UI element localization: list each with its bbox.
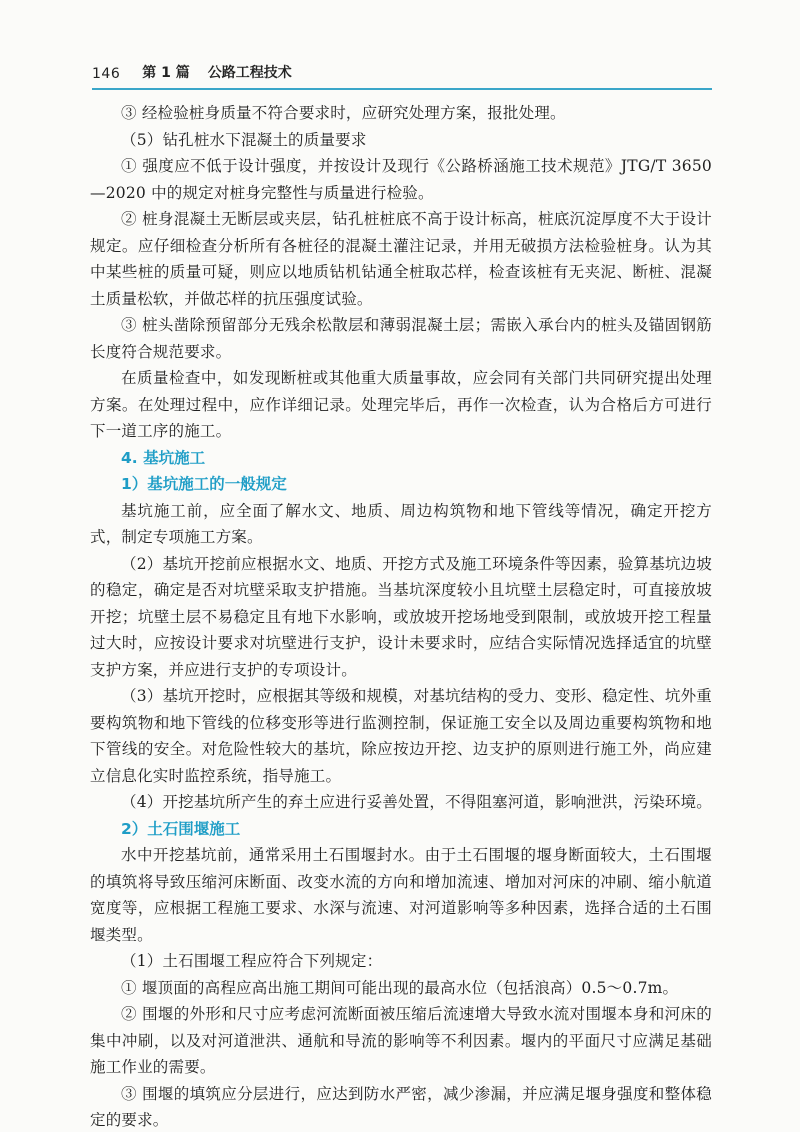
section-heading: 4. 基坑施工: [121, 448, 206, 467]
subsection-heading: 2）土石围堰施工: [121, 819, 241, 838]
paragraph: ② 桩身混凝土无断层或夹层，钻孔桩桩底不高于设计标高，桩底沉淀厚度不大于设计规定。应仔细检查分析所有各桩径的混凝土灌注记录，并用无破损方法检验桩身。认为其中某些桩的质量可疑，则应以地质钻机钻通全桩取芯样，检查该桩有无夹泥、断桩、混凝土质量松软，并做芯样的抗压强度试验。: [90, 210, 712, 308]
subsection-heading: 1）基坑施工的一般规定: [121, 475, 287, 493]
paragraph: （4）开挖基坑所产生的弃土应进行妥善处置，不得阻塞河道，影响泄洪，污染环境。: [121, 793, 712, 811]
paragraph: ② 围堰的外形和尺寸应考虑河流断面被压缩后流速增大导致水流对围堰本身和河床的集中冲刷，以及对河道泄洪、通航和导流的影响等不利因素。堰内的平面尺寸应满足基础施工作业的需要。: [90, 1005, 712, 1076]
paragraph: ① 强度应不低于设计强度，并按设计及现行《公路桥涵施工技术规范》JTG/T 3650—2020 中的规定对桩身完整性与质量进行检验。: [90, 157, 712, 202]
paragraph: ① 堰顶面的高程应高出施工期间可能出现的最高水位（包括浪高）0.5～0.7m。: [121, 978, 679, 997]
page-content: [90, 100, 712, 1134]
page-header: [92, 64, 712, 90]
paragraph: （2）基坑开挖前应根据水文、地质、开挖方式及施工环境条件等因素，验算基坑边坡的稳定，确定是否对坑壁采取支护措施。当基坑深度较小且坑壁土层稳定时，可直接放坡开挖；坑壁土层不易稳定且有地下水影响，或放坡开挖场地受到限制，或放坡开挖工程量过大时，应按设计要求对坑壁进行支护，设计未要求时，应结合实际情况选择适宜的坑壁支护方案，并应进行支护的专项设计。: [90, 554, 712, 679]
paragraph: ③ 经检验桩身质量不符合要求时，应研究处理方案，报批处理。: [121, 104, 566, 122]
paragraph: （3）基坑开挖时，应根据其等级和规模，对基坑结构的受力、变形、稳定性、坑外重要构筑物和地下管线的位移变形等进行监测控制，保证施工安全以及周边重要构筑物和地下管线的安全。对危险性较大的基坑，除应按边开挖、边支护的原则进行施工外，尚应建立信息化实时监控系统，指导施工。: [90, 687, 712, 785]
page-number: 146: [92, 66, 121, 82]
paragraph: ③ 桩头凿除预留部分无残余松散层和薄弱混凝土层；需嵌入承台内的桩头及锚固钢筋长度符合规范要求。: [90, 316, 712, 361]
chapter-title: 公路工程技术: [207, 65, 292, 81]
paragraph: ③ 围堰的填筑应分层进行，应达到防水严密，减少渗漏，并应满足堰身强度和整体稳定的要求。: [90, 1084, 712, 1129]
paragraph: 水中开挖基坑前，通常采用土石围堰封水。由于土石围堰的堰身断面较大，土石围堰的填筑将导致压缩河床断面、改变水流的方向和增加流速、增加对河床的冲刷、缩小航道宽度等，应根据工程施工要求、水深与流速、对河道影响等多种因素，选择合适的土石围堰类型。: [90, 846, 712, 944]
paragraph: 基坑施工前，应全面了解水文、地质、周边构筑物和地下管线等情况，确定开挖方式，制定专项施工方案。: [90, 501, 712, 546]
chapter-label: 第 1 篇: [142, 65, 190, 81]
paragraph: 在质量检查中，如发现断桩或其他重大质量事故，应会同有关部门共同研究提出处理方案。在处理过程中，应作详细记录。处理完毕后，再作一次检查，认为合格后方可进行下一道工序的施工。: [90, 369, 712, 440]
paragraph: （5）钻孔桩水下混凝土的质量要求: [121, 130, 367, 149]
paragraph: （1）土石围堰工程应符合下列规定：: [121, 952, 383, 970]
